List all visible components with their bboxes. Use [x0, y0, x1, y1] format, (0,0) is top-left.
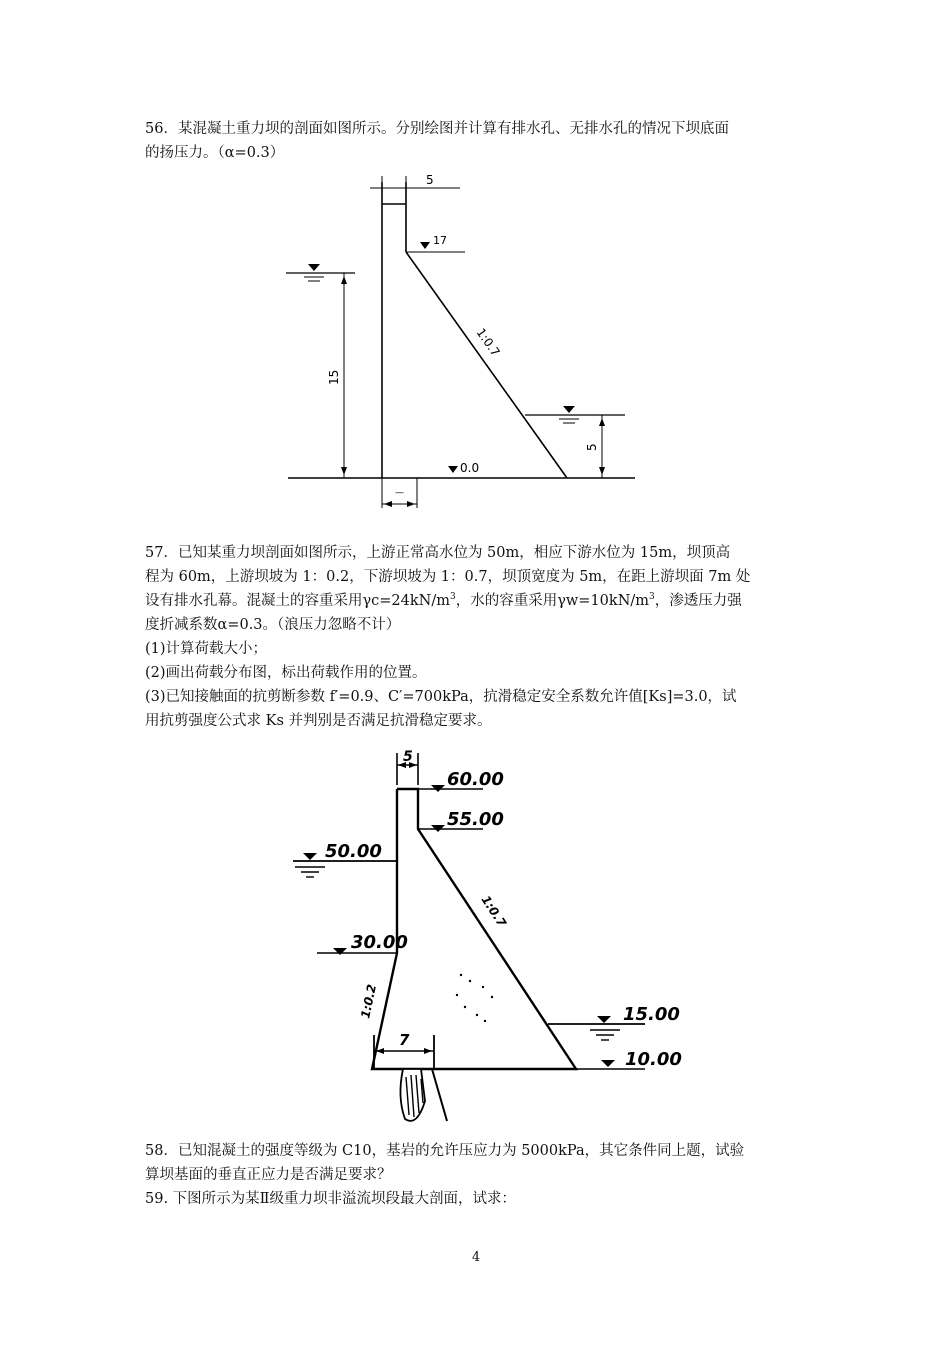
- break-elevation-label: 55.00: [447, 809, 504, 830]
- q57-line-3: 设有排水孔幕。混凝土的容重采用$\gamma c=24kN/m^3$，水的容重采用$\gamma w=10kN/m^3$，渗透压力强: [145, 592, 742, 609]
- drain-dim-label: —: [395, 488, 404, 498]
- water-level-icon: [333, 948, 347, 955]
- page-number: 4: [471, 1250, 481, 1265]
- drain-distance-label: 7: [399, 1031, 410, 1049]
- slope-label: 1:0.7: [473, 325, 503, 359]
- base-elevation-label: 0.0: [460, 461, 480, 475]
- drain-gallery-dots: [456, 974, 493, 1022]
- base-elevation-label: 10.00: [625, 1049, 682, 1070]
- q57-item-3-line-2: 用抗剪强度公式求 Ks 并判别是否满足抗滑稳定要求。: [145, 713, 492, 729]
- drainage-hole: [432, 1069, 447, 1121]
- heel-break-label: 30.00: [351, 932, 408, 953]
- question-59: [145, 1187, 809, 1211]
- q58-line-2: 算坝基面的垂直正应力是否满足要求？: [145, 1167, 392, 1183]
- crest-width-label: 5: [403, 749, 413, 765]
- q59-line-1: 59. 下图所示为某Ⅱ级重力坝非溢流坝段最大剖面，试求：: [145, 1191, 517, 1207]
- dim-arrow-icon: [341, 467, 347, 475]
- water-level-icon: [597, 1016, 611, 1023]
- q56-line-2: 的扬压力。（α=0.3）: [145, 145, 285, 161]
- q56-line-1: 56．某混凝土重力坝的剖面如图所示。分别绘图并计算有排水孔、无排水孔的情况下坝底面: [145, 121, 729, 137]
- dam-outline: [372, 789, 576, 1069]
- water-level-icon: [303, 853, 317, 860]
- dim-arrow-icon: [407, 501, 415, 507]
- question-58: [145, 1139, 809, 1187]
- q57-line-2: 程为 60m，上游坝坡为 1：0.2，下游坝坡为 1：0.7，坝顶宽度为 5m，在距上游坝面 7m 处: [145, 569, 751, 585]
- dim-arrow-icon: [424, 1048, 432, 1054]
- question-57: [145, 541, 809, 733]
- downstream-slope-label: 1:0.7: [478, 893, 509, 930]
- q57-line-4: 度折减系数α=0.3。（浪压力忽略不计）: [145, 617, 401, 633]
- upper-level-label: 17: [433, 234, 447, 247]
- q58-line-1: 58．已知混凝土的强度等级为 C10，基岩的允许压应力为 5000kPa，其它条件同上题，试验: [145, 1143, 745, 1159]
- water-level-icon: [308, 264, 320, 271]
- upstream-water-label: 50.00: [325, 841, 382, 862]
- water-level-icon: [563, 406, 575, 413]
- upstream-depth-label: 15: [327, 369, 341, 385]
- dim-arrow-icon: [599, 467, 605, 475]
- crest-width-label: 5: [426, 173, 434, 187]
- crest-elevation-label: 60.00: [447, 769, 504, 790]
- q57-line-1: 57．已知某重力坝剖面如图所示，上游正常高水位为 50m，相应下游水位为 15m，坝顶高: [145, 545, 731, 561]
- q57-item-3-line-1: (3)已知接触面的抗剪断参数 f′=0.9、C′=700kPa，抗滑稳定安全系数允许值[Ks]=3.0，试: [145, 689, 737, 705]
- q57-item-1: (1)计算荷载大小；: [145, 641, 268, 657]
- downstream-water-label: 15.00: [623, 1004, 680, 1025]
- figure-57-dam-section: [285, 745, 685, 1130]
- water-level-icon: [601, 1060, 615, 1067]
- question-56: [145, 117, 809, 165]
- dim-arrow-icon: [599, 418, 605, 426]
- dam-downstream-slope: [406, 252, 567, 478]
- dim-arrow-icon: [384, 501, 392, 507]
- water-level-icon: [420, 242, 430, 249]
- water-level-icon: [448, 466, 458, 473]
- upstream-slope-label: 1:0.2: [358, 983, 380, 1020]
- dim-arrow-icon: [341, 276, 347, 284]
- q57-item-2: (2)画出荷载分布图，标出荷载作用的位置。: [145, 665, 427, 681]
- downstream-depth-label: 5: [585, 443, 599, 451]
- figure-56-dam-section: [280, 170, 640, 515]
